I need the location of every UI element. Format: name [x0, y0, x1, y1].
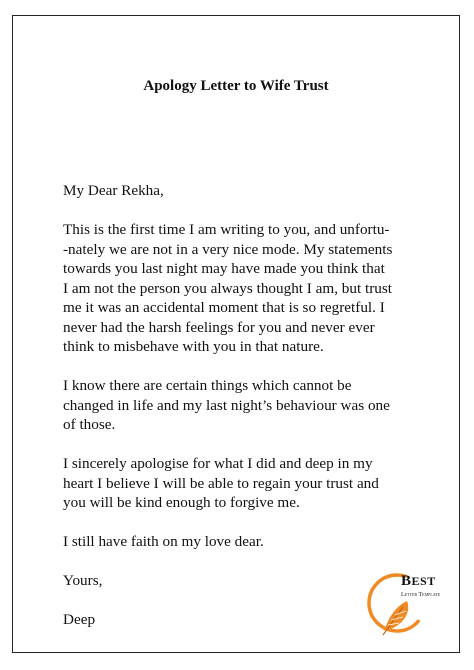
text-line: of those.	[63, 416, 116, 433]
letter-page	[12, 15, 460, 653]
signature: Deep	[63, 611, 96, 628]
logo-subtitle: Letter Template	[401, 592, 441, 598]
paragraph-1	[63, 220, 433, 357]
paragraph-4	[63, 532, 433, 552]
text-line: I sincerely apologise for what I did and deep in my	[63, 455, 373, 472]
text-line: I know there are certain things which cannot be	[63, 377, 352, 394]
text-line: I am not the person you always thought I am, but trust	[63, 279, 393, 297]
text-line: think to misbehave with you in that nature.	[63, 338, 324, 355]
salutation: My Dear Rekha,	[63, 182, 164, 199]
paragraph-2	[63, 376, 433, 435]
text-line: I still have faith on my love dear.	[63, 533, 264, 550]
text-line: -nately we are not in a very nice mode. My statements	[63, 240, 393, 258]
paragraph-3	[63, 454, 433, 513]
closing: Yours,	[63, 572, 103, 589]
logo-wordmark: BEST	[401, 573, 436, 589]
text-line: you will be kind enough to forgive me.	[63, 494, 300, 511]
letter-title: Apology Letter to Wife Trust	[143, 78, 329, 94]
text-line: towards you last night may have made you think that	[63, 260, 385, 277]
text-line: heart I believe I will be able to regain your trust and	[63, 474, 379, 492]
text-line: never had the harsh feelings for you and never ever	[63, 318, 375, 336]
text-line: changed in life and my last night’s behaviour was one	[63, 396, 390, 414]
text-line: me it was an accidental moment that is so regretful. I	[63, 299, 385, 316]
text-line: This is the first time I am writing to you, and unfortu-	[63, 221, 390, 238]
best-letter-template-logo	[355, 565, 445, 645]
